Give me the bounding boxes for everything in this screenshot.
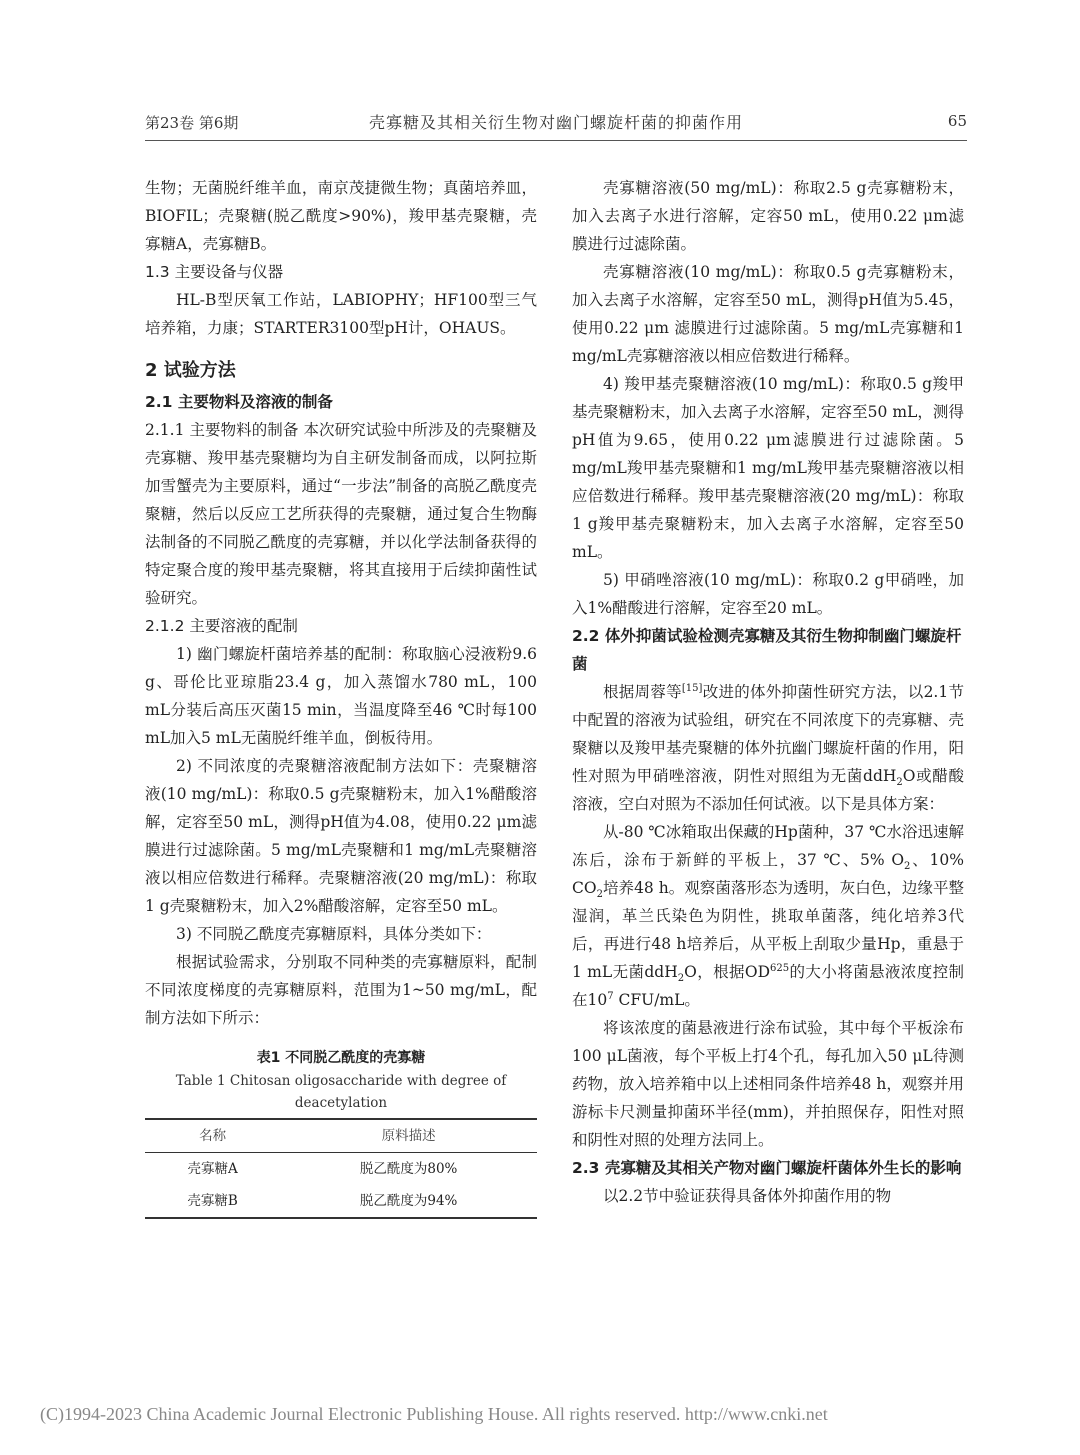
table-caption-en: Table 1 Chitosan oligosaccharide with degree of deacetylation bbox=[175, 1073, 507, 1111]
table-cell: 壳寡糖A bbox=[187, 1161, 238, 1177]
paragraph: 3) 不同脱乙酰度壳寡糖原料，具体分类如下： bbox=[176, 925, 492, 943]
citation-ref: [15] bbox=[681, 682, 703, 694]
text-run: 根据周蓉等 bbox=[603, 683, 682, 701]
table-cell: 脱乙酰度为94% bbox=[359, 1193, 458, 1209]
paragraph: 根据试验需求，分别取不同种类的壳寡糖原料，配制不同浓度梯度的壳寡糖原料，范围为1~50 mg/mL，配制方法如下所示： bbox=[145, 953, 537, 1027]
table-row bbox=[145, 1153, 537, 1186]
paragraph: 2) 不同浓度的壳聚糖溶液配制方法如下：壳聚糖溶液(10 mg/mL)：称取0.5 g壳聚糖粉末，加入1%醋酸溶解，定容至50 mL，测得pH值为4.08，使用0.22 μm滤膜进行过滤除菌。5 mg/mL壳聚糖和1 mg/mL壳聚糖溶液以相应倍数进行稀释。壳聚糖溶液(20 mg/mL)：称取1 g壳聚糖粉末，加入2%醋酸溶解，定容至50 mL。 bbox=[145, 757, 537, 915]
superscript: 7 bbox=[607, 990, 614, 1002]
table-header-row bbox=[145, 1119, 537, 1153]
text-run: 的大小将菌悬液浓度控制在10 bbox=[572, 963, 964, 1009]
paragraph bbox=[572, 818, 964, 1014]
paragraph: 生物；无菌脱纤维羊血，南京茂捷微生物；真菌培养皿，BIOFIL；壳聚糖(脱乙酰度>90%)，羧甲基壳聚糖，壳寡糖A，壳寡糖B。 bbox=[145, 179, 537, 253]
table-cell: 壳寡糖B bbox=[187, 1193, 238, 1209]
text-run: 培养48 h。观察菌落形态为透明，灰白色，边缘平整湿润，革兰氏染色为阴性，挑取单菌落，纯化培养3代后，再进行48 h培养后，从平板上刮取少量Hp，重悬于1 mL无菌ddH bbox=[572, 879, 964, 981]
section-heading-2-1-2: 2.1.2 主要溶液的配制 bbox=[145, 617, 298, 635]
paragraph bbox=[572, 678, 964, 818]
text-run: O或醋酸溶液，空白对照为不添加任何试液。以下是具体方案： bbox=[572, 767, 964, 813]
copyright-footer: (C)1994-2023 China Academic Journal Electronic Publishing House. All rights reserved. http://www.cnki.net bbox=[40, 1404, 828, 1424]
table-header-cell: 名称 bbox=[199, 1128, 227, 1144]
table-1 bbox=[145, 1046, 537, 1219]
section-heading-1-3: 1.3 主要设备与仪器 bbox=[145, 263, 284, 281]
running-head bbox=[145, 108, 967, 138]
subscript: 2 bbox=[596, 889, 603, 901]
text-run: 改进的体外抑菌性研究方法，以2.1节中配置的溶液为试验组，研究在不同浓度下的壳寡糖、壳聚糖以及羧甲基壳聚糖的体外抗幽门螺旋杆菌的作用，阳性对照为甲硝唑溶液，阴性对照组为无菌ddH bbox=[572, 683, 964, 785]
header-rule bbox=[145, 140, 967, 141]
section-heading-2-1: 2.1 主要物料及溶液的制备 bbox=[145, 393, 333, 411]
paragraph: 5) 甲硝唑溶液(10 mg/mL)：称取0.2 g甲硝唑，加入1%醋酸进行溶解，定容至20 mL。 bbox=[572, 571, 964, 617]
table-cell: 脱乙酰度为80% bbox=[359, 1161, 458, 1177]
paragraph: 壳寡糖溶液(10 mg/mL)：称取0.5 g壳寡糖粉末，加入去离子水溶解，定容至50 mL，测得pH值为5.45，使用0.22 μm 滤膜进行过滤除菌。5 mg/mL壳寡糖和1 mg/mL壳寡糖溶液以相应倍数进行稀释。 bbox=[572, 263, 964, 365]
superscript: 625 bbox=[770, 962, 790, 974]
subscript: 2 bbox=[677, 973, 685, 985]
text-run: 、10% CO bbox=[572, 851, 964, 897]
table-caption-cn: 表1 不同脱乙酰度的壳寡糖 bbox=[256, 1050, 426, 1066]
paragraph: 4) 羧甲基壳聚糖溶液(10 mg/mL)：称取0.5 g羧甲基壳聚糖粉末，加入去离子水溶解，定容至50 mL，测得pH值为9.65，使用0.22 μm滤膜进行过滤除菌。5 mg/mL羧甲基壳聚糖和1 mg/mL羧甲基壳聚糖溶液以相应倍数进行稀释。羧甲基壳聚糖溶液(20 mg/mL)：称取1 g羧甲基壳聚糖粉末，加入去离子水溶解，定容至50 mL。 bbox=[572, 375, 964, 561]
text-run: CFU/mL。 bbox=[613, 991, 700, 1009]
right-column bbox=[572, 174, 964, 1210]
section-heading-2: 2 试验方法 bbox=[145, 360, 236, 381]
section-heading-2-3: 2.3 壳寡糖及其相关产物对幽门螺旋杆菌体外生长的影响 bbox=[572, 1159, 962, 1177]
table-header-cell: 原料描述 bbox=[381, 1128, 436, 1144]
subscript: 2 bbox=[904, 861, 911, 873]
table-row bbox=[145, 1185, 537, 1218]
paragraph: 2.1.1 主要物料的制备 本次研究试验中所涉及的壳聚糖及壳寡糖、羧甲基壳聚糖均为自主研发制备而成，以阿拉斯加雪蟹壳为主要原料，通过“一步法”制备的高脱乙酰度壳聚糖，然后以反应工艺所获得的壳聚糖，通过复合生物酶法制备的不同脱乙酰度的壳寡糖，并以化学法制备获得的特定聚合度的羧甲基壳聚糖，将其直接用于后续抑菌性试验研究。 bbox=[145, 421, 537, 607]
text-run: 从-80 ℃冰箱取出保藏的Hp菌种，37 ℃水浴迅速解冻后，涂布于新鲜的平板上，37 ℃、5% O bbox=[572, 823, 964, 869]
left-column bbox=[145, 174, 537, 1219]
paragraph: 1) 幽门螺旋杆菌培养基的配制：称取脑心浸液粉9.6 g、哥伦比亚琼脂23.4 g，加入蒸馏水780 mL，100 mL分装后高压灭菌15 min，当温度降至46 ℃时每100 mL加入5 mL无菌脱纤维羊血，倒板待用。 bbox=[145, 645, 537, 747]
page-number: 65 bbox=[947, 112, 967, 130]
subscript: 2 bbox=[896, 777, 903, 789]
data-table bbox=[145, 1118, 537, 1219]
volume-issue: 第23卷 第6期 bbox=[145, 114, 239, 132]
paragraph: 以2.2节中验证获得具备体外抑菌作用的物 bbox=[603, 1187, 892, 1205]
paragraph: HL-B型厌氧工作站，LABIOPHY；HF100型三气培养箱，力康；STARTER3100型pH计，OHAUS。 bbox=[145, 291, 537, 337]
running-title: 壳寡糖及其相关衍生物对幽门螺旋杆菌的抑菌作用 bbox=[368, 113, 743, 132]
section-heading-2-2: 2.2 体外抑菌试验检测壳寡糖及其衍生物抑制幽门螺旋杆菌 bbox=[572, 627, 962, 673]
paragraph: 壳寡糖溶液(50 mg/mL)：称取2.5 g壳寡糖粉末，加入去离子水进行溶解，定容50 mL，使用0.22 μm滤膜进行过滤除菌。 bbox=[572, 179, 964, 253]
text-run: O，根据OD bbox=[684, 963, 771, 981]
paragraph: 将该浓度的菌悬液进行涂布试验，其中每个平板涂布100 μL菌液，每个平板上打4个孔，每孔加入50 μL待测药物，放入培养箱中以上述相同条件培养48 h，观察并用游标卡尺测量抑菌环半径(mm)，并拍照保存，阳性对照和阴性对照的处理方法同上。 bbox=[572, 1019, 964, 1149]
